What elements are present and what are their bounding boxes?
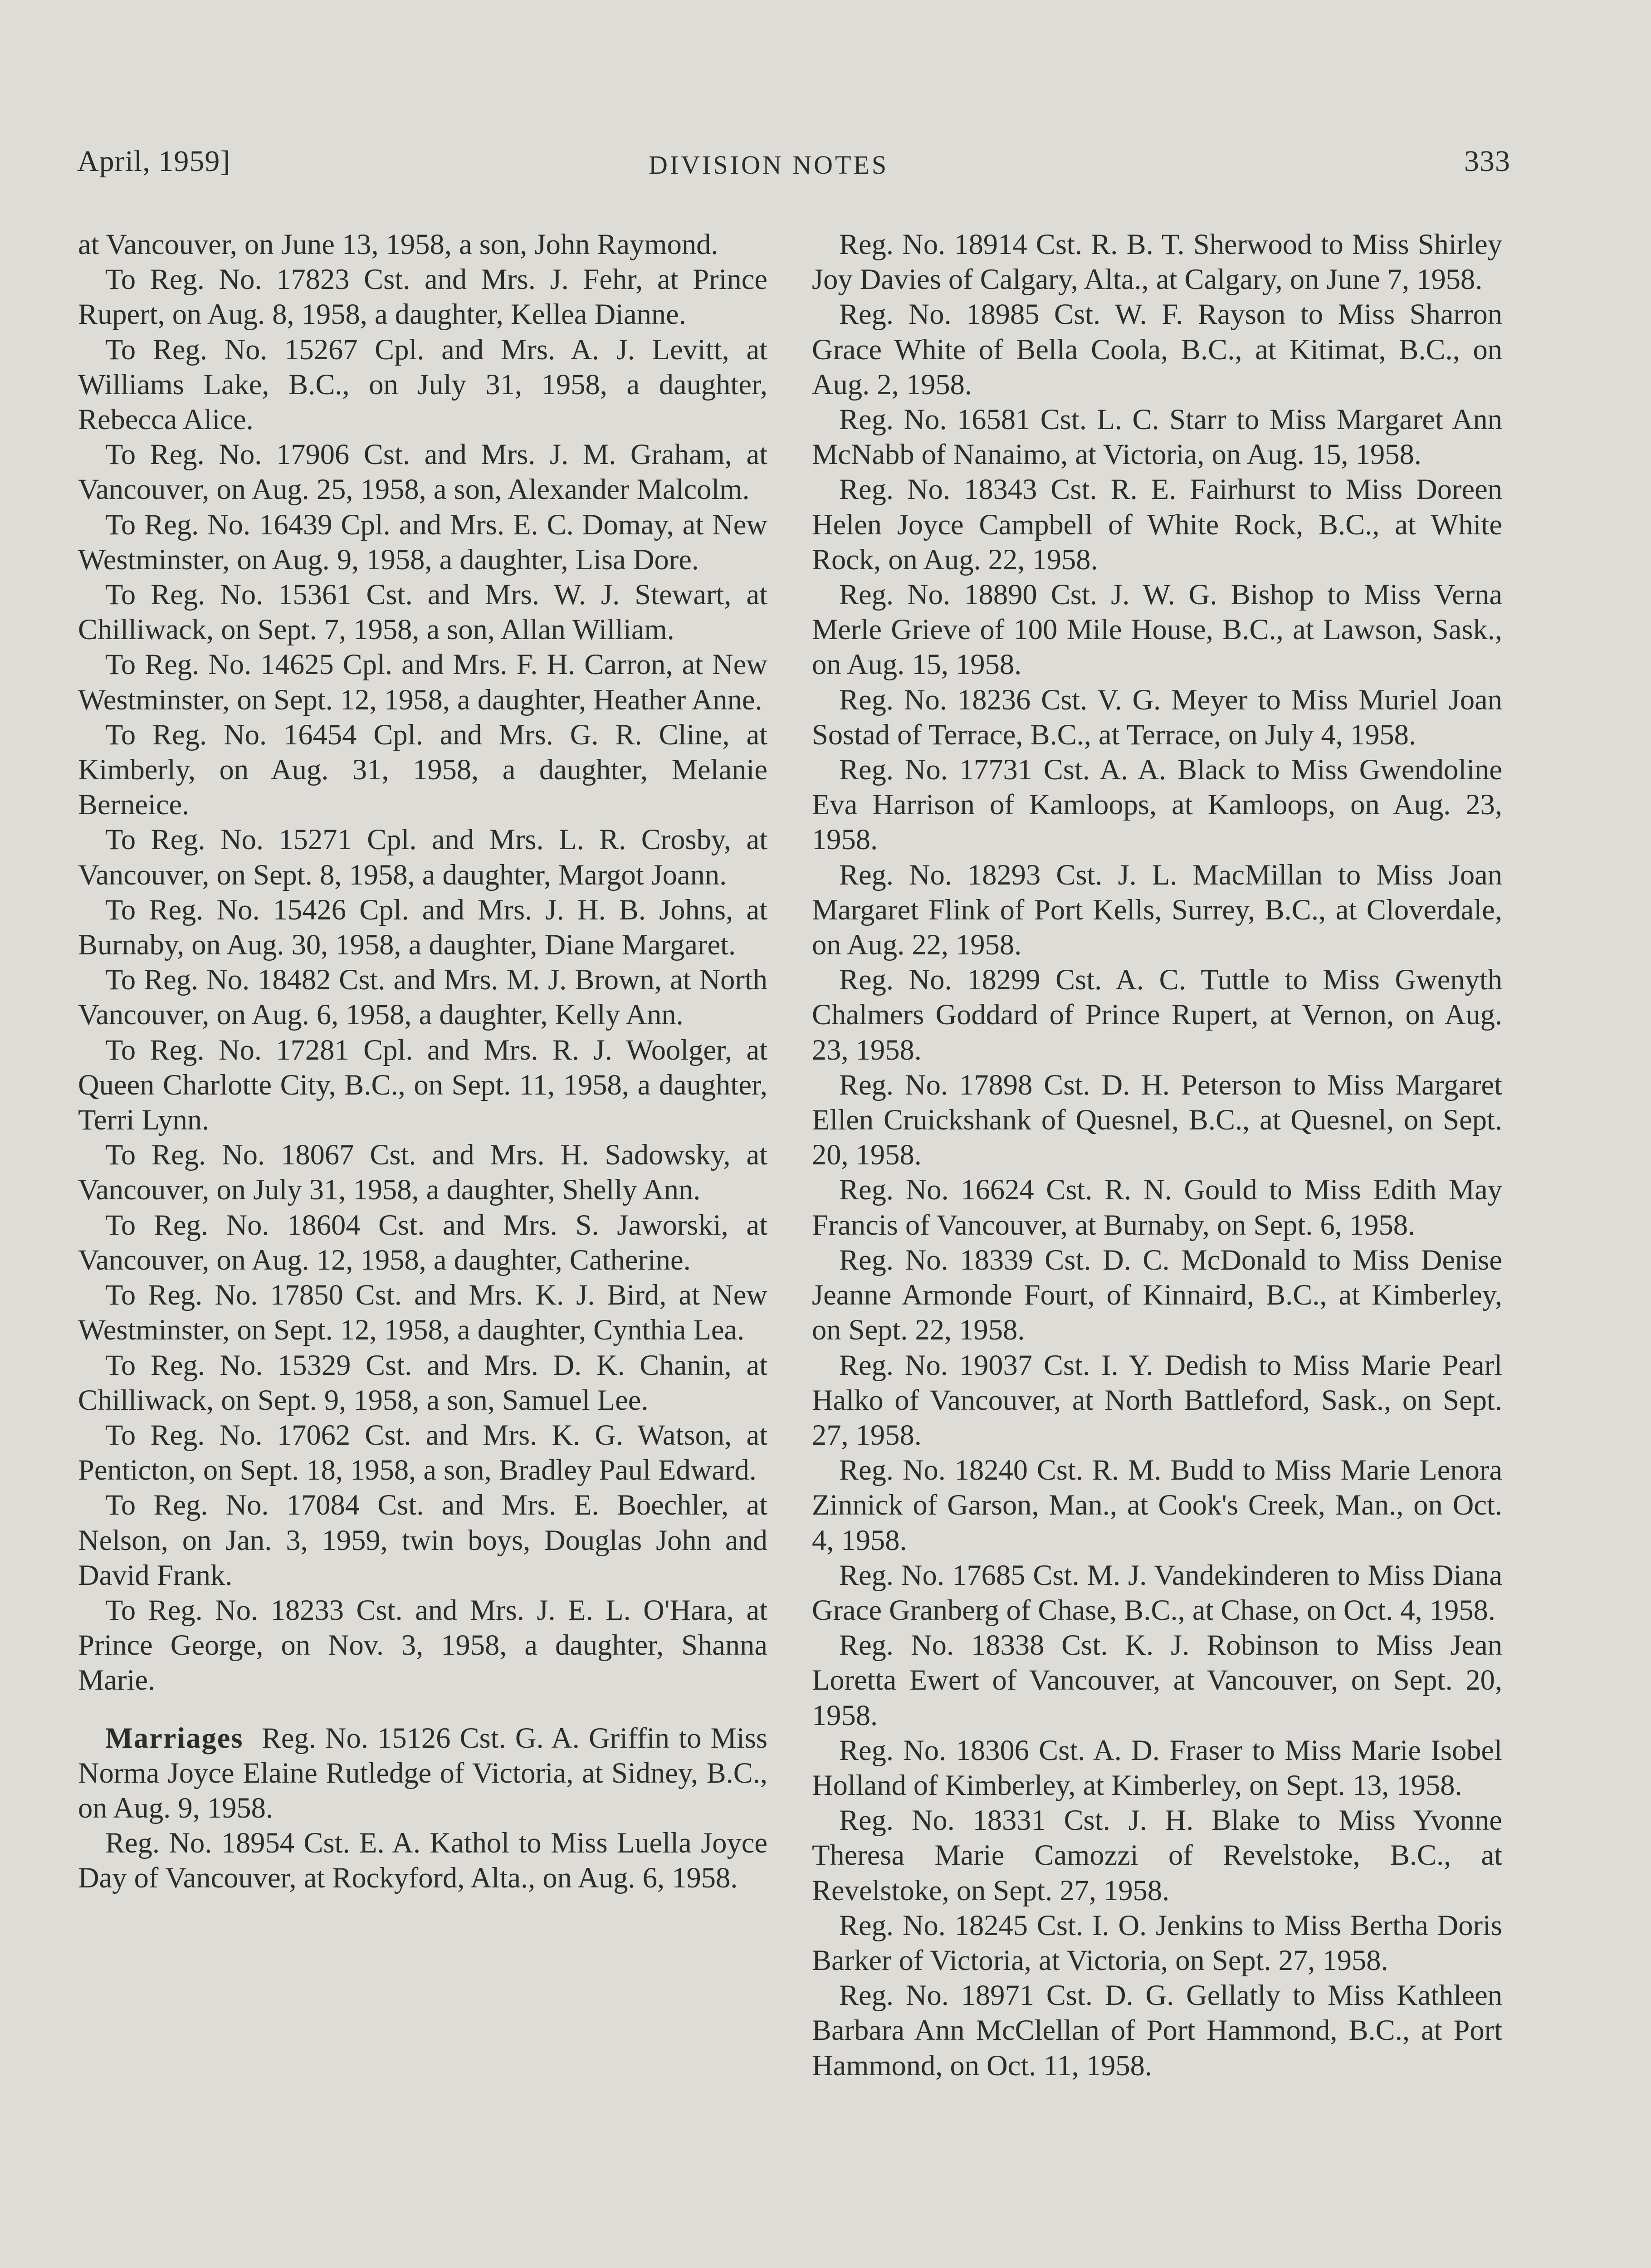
marriage-entry: Reg. No. 16581 Cst. L. C. Starr to Miss Margaret Ann McNabb of Nanaimo, at Victoria, on Aug. 15, 1958. bbox=[812, 403, 1502, 471]
marriage-entry: Reg. No. 18299 Cst. A. C. Tuttle to Miss Gwenyth Chalmers Goddard of Prince Rupert, at Vernon, on Aug. 23, 1958. bbox=[812, 963, 1502, 1066]
birth-entry: To Reg. No. 17084 Cst. and Mrs. E. Boechler, at Nelson, on Jan. 3, 1959, twin boys, Douglas John and David Frank. bbox=[78, 1489, 767, 1591]
birth-entry: To Reg. No. 15329 Cst. and Mrs. D. K. Chanin, at Chilliwack, on Sept. 9, 1958, a son, Samuel Lee. bbox=[78, 1349, 767, 1416]
birth-entry: To Reg. No. 14625 Cpl. and Mrs. F. H. Carron, at New Westminster, on Sept. 12, 1958, a daughter, Heather Anne. bbox=[78, 648, 767, 716]
birth-entry: To Reg. No. 17906 Cst. and Mrs. J. M. Graham, at Vancouver, on Aug. 25, 1958, a son, Alexander Malcolm. bbox=[78, 438, 767, 506]
marriage-entry: Reg. No. 18890 Cst. J. W. G. Bishop to Miss Verna Merle Grieve of 100 Mile House, B.C., at Lawson, Sask., on Aug. 15, 1958. bbox=[812, 578, 1502, 681]
birth-entry: To Reg. No. 15361 Cst. and Mrs. W. J. Stewart, at Chilliwack, on Sept. 7, 1958, a son, Allan William. bbox=[78, 578, 767, 646]
birth-entry: To Reg. No. 18067 Cst. and Mrs. H. Sadowsky, at Vancouver, on July 31, 1958, a daughter, Shelly Ann. bbox=[78, 1139, 767, 1206]
header-date: April, 1959] bbox=[77, 145, 231, 178]
marriage-entry-text: Reg. No. 15126 Cst. G. A. Griffin to Miss Norma Joyce Elaine Rutledge of Victoria, at Sidney, B.C., on Aug. 9, 1958. bbox=[78, 1721, 767, 1824]
birth-entry: To Reg. No. 15426 Cpl. and Mrs. J. H. B. Johns, at Burnaby, on Aug. 30, 1958, a daughter, Diane Margaret. bbox=[78, 893, 767, 961]
marriage-entry: Reg. No. 18343 Cst. R. E. Fairhurst to Miss Doreen Helen Joyce Campbell of White Rock, B.C., at White Rock, on Aug. 22, 1958. bbox=[812, 473, 1502, 576]
marriage-entry: Reg. No. 16624 Cst. R. N. Gould to Miss Edith May Francis of Vancouver, at Burnaby, on Sept. 6, 1958. bbox=[812, 1173, 1502, 1241]
birth-entry: To Reg. No. 17062 Cst. and Mrs. K. G. Watson, at Penticton, on Sept. 18, 1958, a son, Bradley Paul Edward. bbox=[78, 1418, 767, 1486]
marriage-entry: Reg. No. 18338 Cst. K. J. Robinson to Miss Jean Loretta Ewert of Vancouver, at Vancouver, on Sept. 20, 1958. bbox=[812, 1629, 1502, 1731]
marriage-entry: Reg. No. 18236 Cst. V. G. Meyer to Miss Muriel Joan Sostad of Terrace, B.C., at Terrace, on July 4, 1958. bbox=[812, 683, 1502, 751]
birth-entry: To Reg. No. 17281 Cpl. and Mrs. R. J. Woolger, at Queen Charlotte City, B.C., on Sept. 11, 1958, a daughter, Terri Lynn. bbox=[78, 1033, 767, 1136]
birth-entry: To Reg. No. 18482 Cst. and Mrs. M. J. Brown, at North Vancouver, on Aug. 6, 1958, a daughter, Kelly Ann. bbox=[78, 963, 767, 1031]
marriage-entry: Reg. No. 17731 Cst. A. A. Black to Miss Gwendoline Eva Harrison of Kamloops, at Kamloops, on Aug. 23, 1958. bbox=[812, 753, 1502, 856]
marriage-entry: Reg. No. 18339 Cst. D. C. McDonald to Miss Denise Jeanne Armonde Fourt, of Kinnaird, B.C., at Kimberley, on Sept. 22, 1958. bbox=[812, 1243, 1502, 1346]
marriage-entry: Reg. No. 18985 Cst. W. F. Rayson to Miss Sharron Grace White of Bella Coola, B.C., at Kitimat, B.C., on Aug. 2, 1958. bbox=[812, 298, 1502, 401]
marriage-entry: Reg. No. 18293 Cst. J. L. MacMillan to Miss Joan Margaret Flink of Port Kells, Surrey, B.C., at Cloverdale, on Aug. 22, 1958. bbox=[812, 858, 1502, 961]
birth-entry: To Reg. No. 17850 Cst. and Mrs. K. J. Bird, at New Westminster, on Sept. 12, 1958, a daughter, Cynthia Lea. bbox=[78, 1279, 767, 1346]
marriage-entry: Reg. No. 17898 Cst. D. H. Peterson to Miss Margaret Ellen Cruickshank of Quesnel, B.C., at Quesnel, on Sept. 20, 1958. bbox=[812, 1068, 1502, 1171]
right-column bbox=[812, 227, 1502, 2083]
birth-entry: To Reg. No. 17823 Cst. and Mrs. J. Fehr, at Prince Rupert, on Aug. 8, 1958, a daughter, Kellea Dianne. bbox=[78, 263, 767, 331]
page-header bbox=[77, 144, 1510, 185]
header-title: DIVISION NOTES bbox=[649, 150, 889, 180]
marriages-first-entry bbox=[78, 1721, 767, 1826]
marriage-entry: Reg. No. 18331 Cst. J. H. Blake to Miss Yvonne Theresa Marie Camozzi of Revelstoke, B.C., at Revelstoke, on Sept. 27, 1958. bbox=[812, 1804, 1502, 1906]
marriage-entry: Reg. No. 17685 Cst. M. J. Vandekinderen to Miss Diana Grace Granberg of Chase, B.C., at Chase, on Oct. 4, 1958. bbox=[812, 1559, 1502, 1626]
marriage-entry: Reg. No. 18240 Cst. R. M. Budd to Miss Marie Lenora Zinnick of Garson, Man., at Cook's Creek, Man., on Oct. 4, 1958. bbox=[812, 1454, 1502, 1556]
page-number: 333 bbox=[1464, 145, 1510, 178]
marriage-entry: Reg. No. 18914 Cst. R. B. T. Sherwood to Miss Shirley Joy Davies of Calgary, Alta., at Calgary, on June 7, 1958. bbox=[812, 228, 1502, 296]
marriage-entry: Reg. No. 18306 Cst. A. D. Fraser to Miss Marie Isobel Holland of Kimberley, at Kimberley, on Sept. 13, 1958. bbox=[812, 1734, 1502, 1801]
birth-entry: at Vancouver, on June 13, 1958, a son, John Raymond. bbox=[78, 228, 718, 260]
birth-entry: To Reg. No. 16439 Cpl. and Mrs. E. C. Domay, at New Westminster, on Aug. 9, 1958, a daughter, Lisa Dore. bbox=[78, 508, 767, 576]
marriage-entry: Reg. No. 18245 Cst. I. O. Jenkins to Miss Bertha Doris Barker of Victoria, at Victoria, on Sept. 27, 1958. bbox=[812, 1909, 1502, 1976]
marriages-heading: Marriages bbox=[105, 1721, 244, 1754]
birth-entry: To Reg. No. 15271 Cpl. and Mrs. L. R. Crosby, at Vancouver, on Sept. 8, 1958, a daughter, Margot Joann. bbox=[78, 823, 767, 891]
birth-entry: To Reg. No. 18233 Cst. and Mrs. J. E. L. O'Hara, at Prince George, on Nov. 3, 1958, a daughter, Shanna Marie. bbox=[78, 1593, 767, 1696]
left-column bbox=[78, 227, 767, 1896]
birth-entry: To Reg. No. 16454 Cpl. and Mrs. G. R. Cline, at Kimberly, on Aug. 31, 1958, a daughter, Melanie Berneice. bbox=[78, 718, 767, 821]
marriage-entry: Reg. No. 18971 Cst. D. G. Gellatly to Miss Kathleen Barbara Ann McClellan of Port Hammond, B.C., at Port Hammond, on Oct. 11, 1958. bbox=[812, 1979, 1502, 2082]
marriage-entry: Reg. No. 18954 Cst. E. A. Kathol to Miss Luella Joyce Day of Vancouver, at Rockyford, Alta., on Aug. 6, 1958. bbox=[78, 1827, 767, 1894]
birth-entry: To Reg. No. 15267 Cpl. and Mrs. A. J. Levitt, at Williams Lake, B.C., on July 31, 1958, a daughter, Rebecca Alice. bbox=[78, 333, 767, 436]
birth-entry: To Reg. No. 18604 Cst. and Mrs. S. Jaworski, at Vancouver, on Aug. 12, 1958, a daughter, Catherine. bbox=[78, 1208, 767, 1276]
marriage-entry: Reg. No. 19037 Cst. I. Y. Dedish to Miss Marie Pearl Halko of Vancouver, at North Battleford, Sask., on Sept. 27, 1958. bbox=[812, 1349, 1502, 1451]
